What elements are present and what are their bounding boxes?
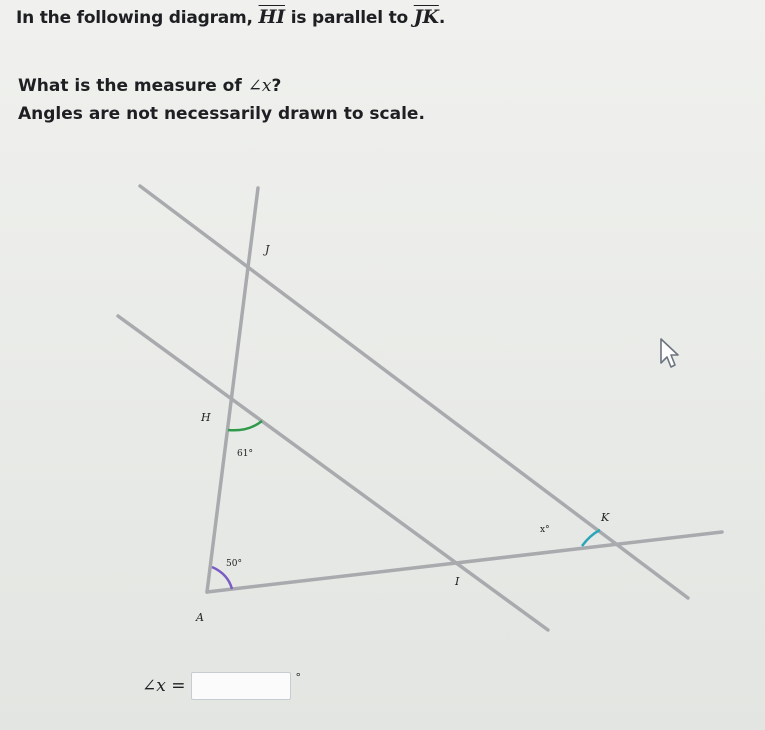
angle-arc-k xyxy=(582,530,600,546)
segment-hi: $\overline{HI}$ xyxy=(258,6,285,28)
answer-input[interactable] xyxy=(191,672,291,700)
line-hi xyxy=(118,316,548,630)
statement-middle: is parallel to xyxy=(285,8,414,28)
angle-x-symbol: ∠x xyxy=(247,76,272,96)
point-label-j: J xyxy=(265,243,270,256)
segment-jk: $\overline{JK}$ xyxy=(413,6,439,28)
point-label-i: I xyxy=(455,575,460,588)
transversal-line xyxy=(207,188,258,592)
prompt-prefix: What is the measure of xyxy=(18,76,248,96)
answer-row xyxy=(142,672,301,700)
angle-arc-a xyxy=(212,567,232,589)
statement-prefix: In the following diagram, xyxy=(16,8,259,28)
point-label-h: H xyxy=(201,411,211,424)
scale-disclaimer: Angles are not necessarily drawn to scale. xyxy=(18,104,425,124)
prompt-suffix: ? xyxy=(271,76,282,96)
line-ak xyxy=(207,532,722,592)
degree-symbol: ° xyxy=(295,671,301,684)
answer-label: ∠x = xyxy=(142,676,186,696)
point-label-a: A xyxy=(196,611,204,624)
angle-arc-h xyxy=(228,421,262,430)
angle-label-a: 50° xyxy=(226,559,242,569)
statement-suffix: . xyxy=(438,8,446,28)
point-label-k: K xyxy=(601,511,610,524)
angle-label-x: x° xyxy=(540,525,550,535)
angle-label-h: 61° xyxy=(237,449,253,459)
mouse-pointer-icon xyxy=(657,337,681,371)
